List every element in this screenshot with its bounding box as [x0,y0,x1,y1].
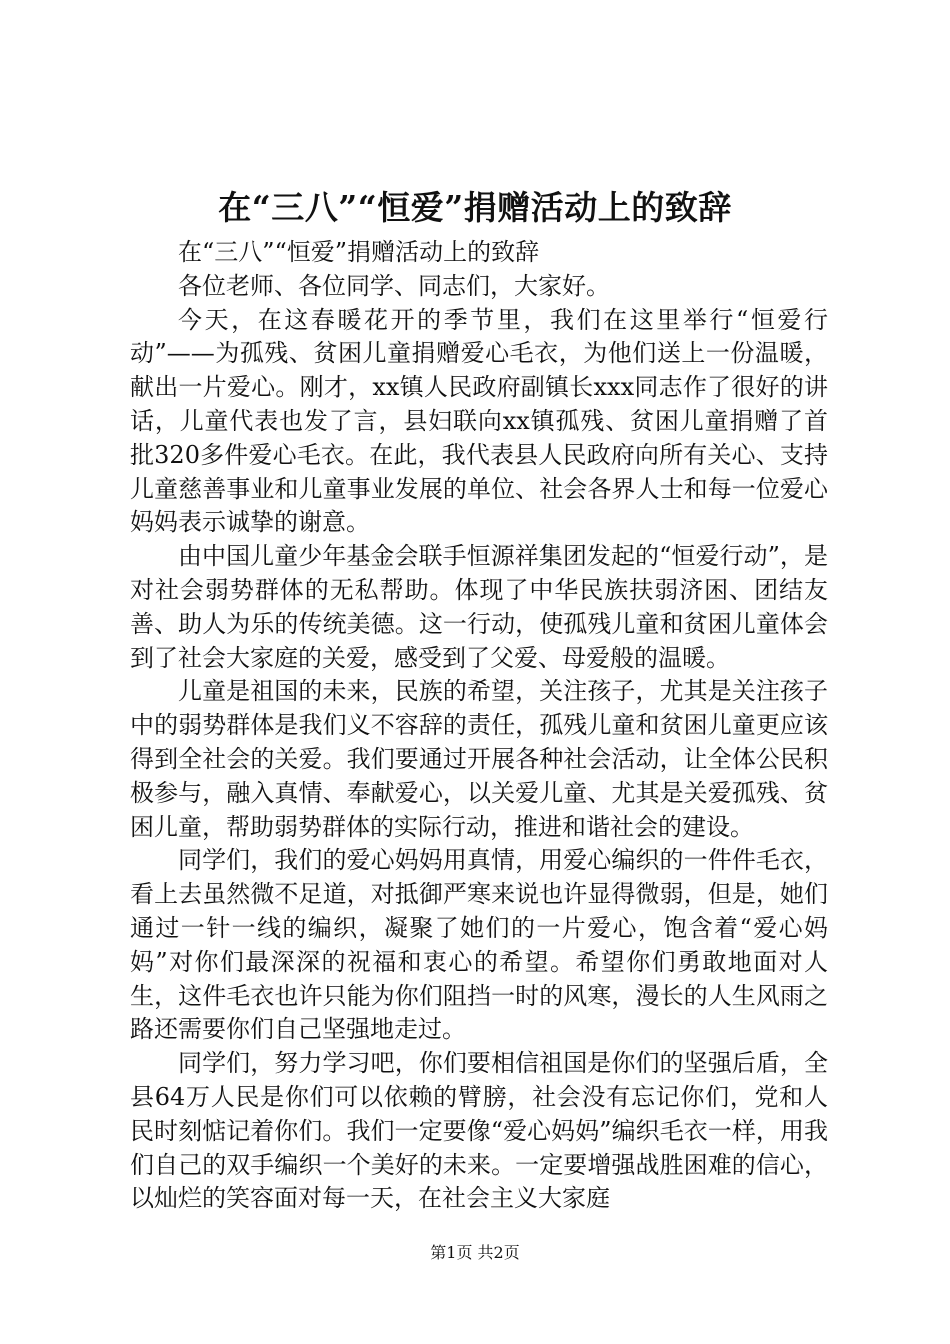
paragraph-2: 由中国儿童少年基金会联手恒源祥集团发起的“恒爱行动”，是对社会弱势群体的无私帮助。体现了中华民族扶弱济困、团结友善、助人为乐的传统美德。这一行动，使孤残儿童和贫困儿童体会到了社会大家庭的关爱，感受到了父爱、母爱般的温暖。 [130,542,828,672]
paragraph-4: 同学们，我们的爱心妈妈用真情，用爱心编织的一件件毛衣，看上去虽然微不足道，对抵御严寒来说也许显得微弱，但是，她们通过一针一线的编织，凝聚了她们的一片爱心，饱含着“爱心妈妈”对你们最深深的祝福和衷心的希望。希望你们勇敢地面对人生，这件毛衣也许只能为你们阻挡一时的风寒，漫长的人生风雨之路还需要你们自己坚强地走过。 [130,846,828,1044]
document-body [130,236,828,1216]
paragraph-3: 儿童是祖国的未来，民族的希望，关注孩子，尤其是关注孩子中的弱势群体是我们义不容辞的责任，孤残儿童和贫困儿童更应该得到全社会的关爱。我们要通过开展各种社会活动，让全体公民积极参与，融入真情、奉献爱心，以关爱儿童、尤其是关爱孤残、贫困儿童，帮助弱势群体的实际行动，推进和谐社会的建设。 [130,677,828,841]
document-title: 在“三八”“恒爱”捐赠活动上的致辞 [218,188,732,227]
page-number-footer: 第1页 共2页 [430,1243,520,1262]
paragraph-greeting: 各位老师、各位同学、同志们，大家好。 [178,271,610,300]
paragraph-heading-repeat: 在“三八”“恒爱”捐赠活动上的致辞 [178,238,540,266]
paragraph-1: 今天，在这春暖花开的季节里，我们在这里举行“恒爱行动”——为孤残、贫困儿童捐赠爱心毛衣，为他们送上一份温暖，献出一片爱心。刚才，xx镇人民政府副镇长xxx同志作了很好的讲话，儿童代表也发了言，县妇联向xx镇孤残、贫困儿童捐赠了首批320多件爱心毛衣。在此，我代表县人民政府向所有关心、支持儿童慈善事业和儿童事业发展的单位、社会各界人士和每一位爱心妈妈表示诚挚的谢意。 [130,305,828,537]
paragraph-5: 同学们，努力学习吧，你们要相信祖国是你们的坚强后盾，全县64万人民是你们可以依赖的臂膀，社会没有忘记你们，党和人民时刻惦记着你们。我们一定要像“爱心妈妈”编织毛衣一样，用我们自己的双手编织一个美好的未来。一定要增强战胜困难的信心，以灿烂的笑容面对每一天，在社会主义大家庭 [130,1049,828,1213]
